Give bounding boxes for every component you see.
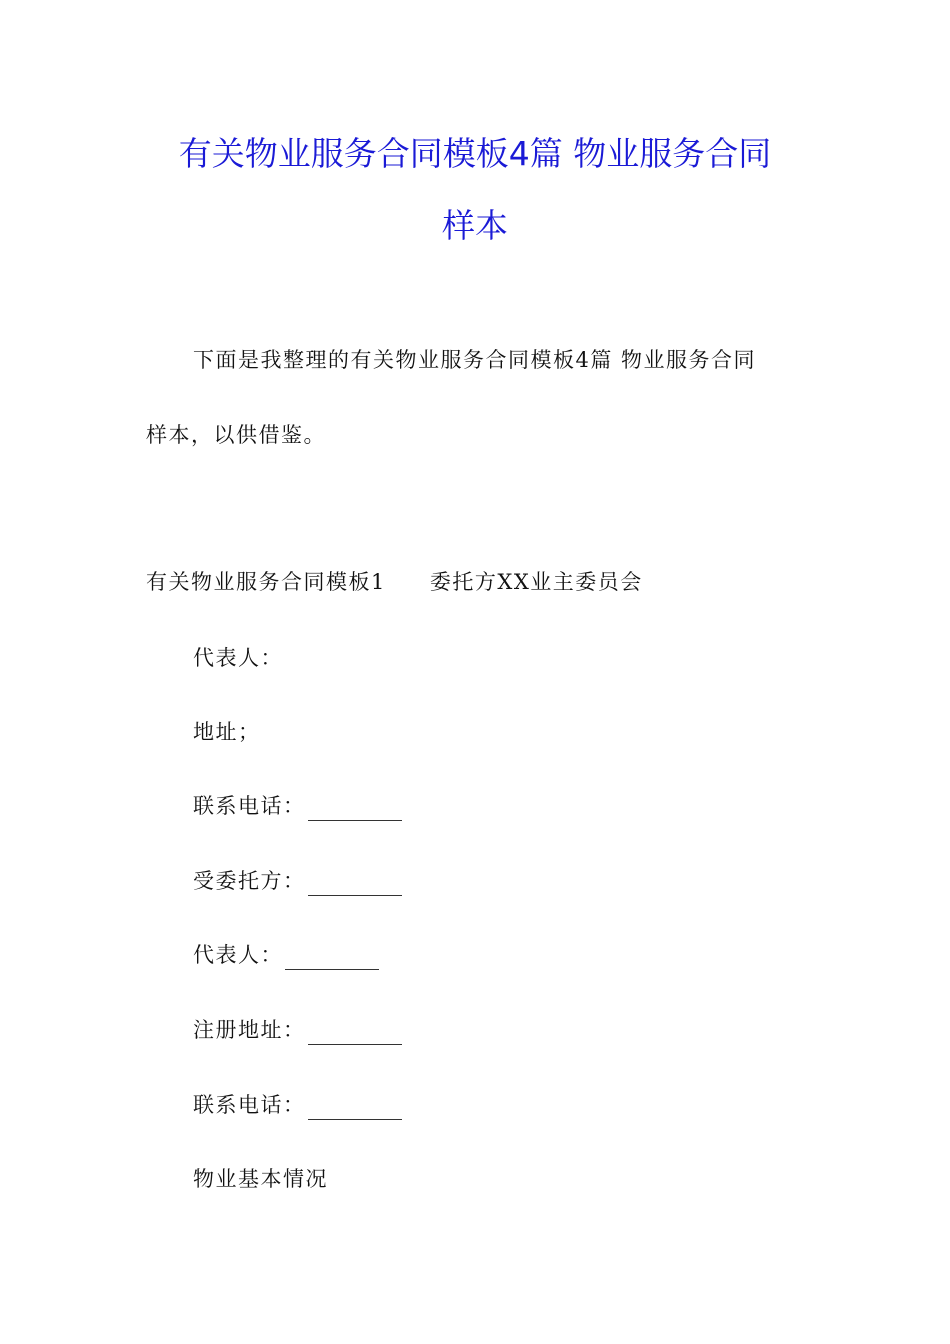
section-heading xyxy=(146,567,643,597)
field-label: 联系电话： xyxy=(193,794,306,818)
field-trustee-representative xyxy=(193,940,379,970)
field-label: 物业基本情况 xyxy=(193,1167,328,1191)
intro-paragraph-line-1: 下面是我整理的有关物业服务合同模板4篇 物业服务合同 xyxy=(193,348,757,372)
field-label: 受委托方： xyxy=(193,869,306,893)
field-trustee-phone xyxy=(193,1090,402,1120)
fill-in-blank xyxy=(308,1097,402,1120)
fill-in-blank xyxy=(285,947,379,970)
field-registered-address xyxy=(193,1015,402,1045)
field-label: 代表人： xyxy=(193,943,283,967)
fill-in-blank xyxy=(308,798,402,821)
intro-paragraph-line-2: 样本，以供借鉴。 xyxy=(146,423,326,447)
section-title: 有关物业服务合同模板1 xyxy=(146,570,386,594)
field-address xyxy=(193,717,261,747)
document-title-line-2: 样本 xyxy=(442,206,508,245)
field-label: 代表人： xyxy=(193,646,283,670)
field-label: 地址； xyxy=(193,720,261,744)
field-representative xyxy=(193,643,283,673)
fill-in-blank xyxy=(308,1022,402,1045)
property-basic-info-heading xyxy=(193,1164,328,1194)
field-trustee xyxy=(193,866,402,896)
fill-in-blank xyxy=(308,873,402,896)
field-label: 联系电话： xyxy=(193,1093,306,1117)
document-title-line-1: 有关物业服务合同模板4篇 物业服务合同 xyxy=(178,134,772,173)
field-phone xyxy=(193,791,402,821)
section-party: 委托方XX业主委员会 xyxy=(429,570,643,594)
field-label: 注册地址： xyxy=(193,1018,306,1042)
